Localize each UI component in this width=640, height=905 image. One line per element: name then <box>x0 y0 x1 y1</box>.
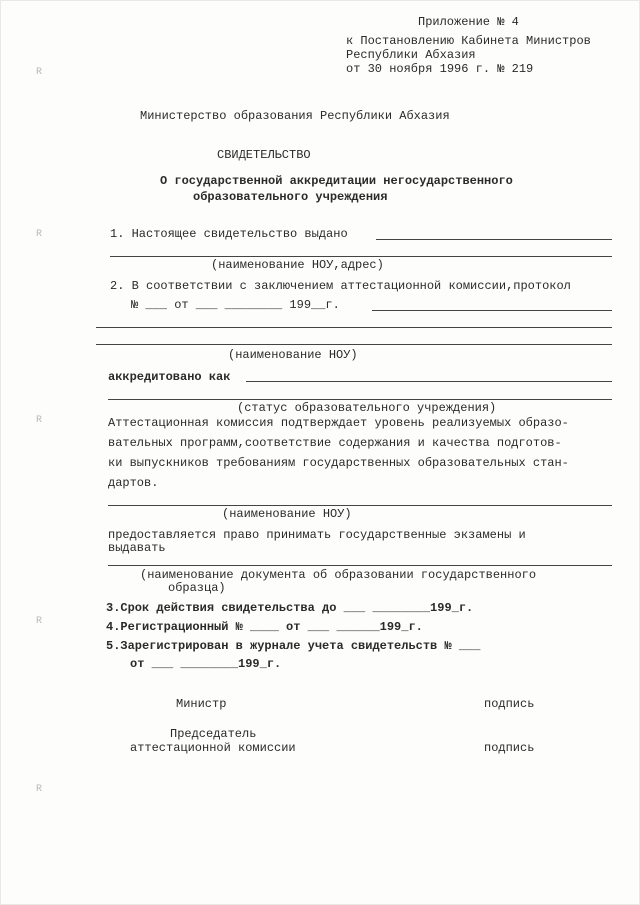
accredited-as-label: аккредитовано как <box>108 370 231 384</box>
item-1-fill-line <box>376 239 612 240</box>
item-1-label: 1. Настоящее свидетельство выдано <box>110 227 348 241</box>
item-3-validity: 3.Срок действия свидетельства до ___ ________199_г. <box>106 601 474 615</box>
republic-line: Республики Абхазия <box>346 48 476 62</box>
ministry-name: Министерство образования Республики Абхазия <box>140 109 450 123</box>
chairman-signature-label: подпись <box>484 741 535 755</box>
caption-doc-2: образца) <box>168 581 226 595</box>
subtitle-line-2: образовательного учреждения <box>193 190 388 204</box>
item-2-line-2: № ___ от ___ ________ 199__г. <box>131 298 340 312</box>
chairman-label-2: аттестационной комиссии <box>130 741 296 755</box>
caption-nou-address: (наименование НОУ,адрес) <box>211 258 384 272</box>
accredited-as-fill-line <box>246 381 612 382</box>
appendix-number: Приложение № 4 <box>418 15 519 29</box>
item-2-fill-line-3 <box>96 344 612 345</box>
resolution-date: от 30 ноября 1996 г. № 219 <box>346 62 534 76</box>
item-5-line-1: 5.Зарегистрирован в журнале учета свидетельств № ___ <box>106 639 481 653</box>
chairman-label-1: Председатель <box>170 727 257 741</box>
para-line-1: Аттестационная комиссия подтверждает уровень реализуемых образо- <box>108 416 569 430</box>
item-2-line-1: 2. В соответствии с заключением аттестационной комиссии,протокол <box>110 279 571 293</box>
para-line-3: ки выпускников требованиям государственных образовательных стан- <box>108 456 569 470</box>
margin-mark: R <box>36 616 43 627</box>
margin-mark: R <box>36 67 43 78</box>
item-4-registration: 4.Регистрационный № ____ от ___ ______199_г. <box>106 620 423 634</box>
para-line-4: дартов. <box>108 476 159 490</box>
item-2-fill-line-2 <box>96 327 612 328</box>
grant-nou-fill-line <box>108 505 612 506</box>
grant-doc-fill-line <box>108 565 612 566</box>
item-1-fill-line-2 <box>110 256 612 257</box>
caption-doc-1: (наименование документа об образовании государственного <box>140 568 537 582</box>
para-line-2: вательных программ,соответствие содержания и качества подготов- <box>108 436 562 450</box>
item-2-fill-line <box>372 310 612 311</box>
margin-mark: R <box>36 415 43 426</box>
resolution-ref: к Постановлению Кабинета Министров <box>346 34 591 48</box>
margin-mark: R <box>36 229 43 240</box>
item-5-line-2: от ___ ________199_г. <box>130 657 282 671</box>
minister-signature-label: подпись <box>484 697 535 711</box>
caption-status: (статус образовательного учреждения) <box>237 401 497 415</box>
caption-nou-1: (наименование НОУ) <box>228 348 358 362</box>
grant-line-2: выдавать <box>108 541 166 555</box>
document-title: СВИДЕТЕЛЬСТВО <box>217 148 311 162</box>
subtitle-line-1: О государственной аккредитации негосударственного <box>160 174 513 188</box>
margin-mark: R <box>36 784 43 795</box>
grant-line-1: предоставляется право принимать государственные экзамены и <box>108 528 526 542</box>
accredited-as-fill-line-2 <box>108 399 612 400</box>
caption-nou-2: (наименование НОУ) <box>222 507 352 521</box>
minister-label: Министр <box>176 697 227 711</box>
